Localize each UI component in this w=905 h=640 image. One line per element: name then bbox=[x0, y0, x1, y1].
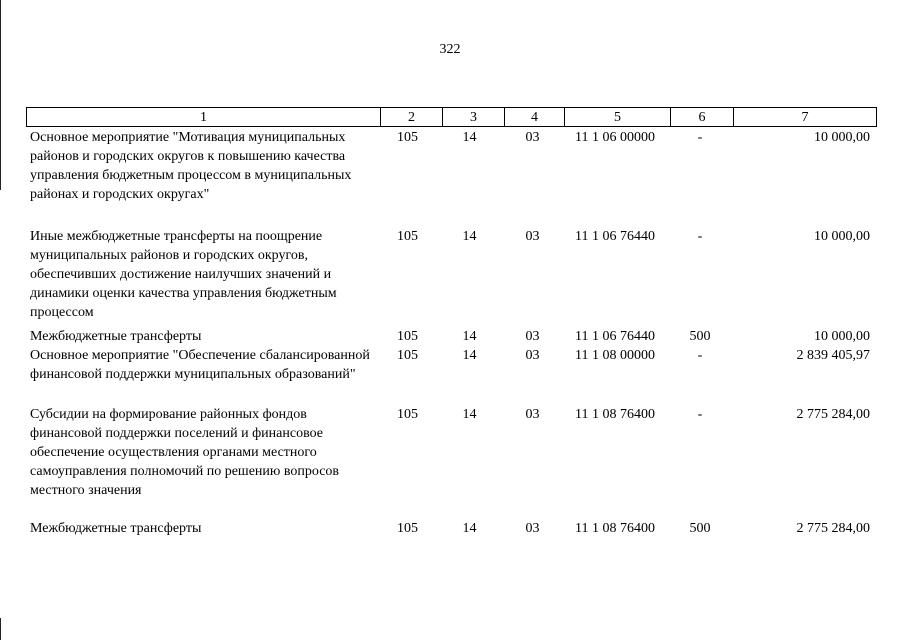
row-section: 14 bbox=[462, 407, 477, 422]
table-row bbox=[0, 519, 905, 536]
row-name: Иные межбюджетные трансферты на поощрение муниципальных районов и городских округов, обеспечивших достижение наилучших значений и динамики оценки качества управления бюджетным процессом bbox=[30, 229, 337, 320]
row-expense-type: - bbox=[697, 130, 703, 145]
column-header-4: 4 bbox=[505, 108, 565, 127]
left-margin-rule-bottom bbox=[0, 618, 1, 640]
row-admin-code: 105 bbox=[397, 229, 418, 244]
row-admin-code: 105 bbox=[397, 348, 418, 363]
row-admin-code: 105 bbox=[397, 521, 418, 536]
row-subsection: 03 bbox=[525, 407, 540, 422]
column-header-3: 3 bbox=[443, 108, 505, 127]
row-name: Основное мероприятие "Мотивация муниципальных районов и городских округов к повышению качества управления бюджетным процессом в муниципальных районах и городских округах" bbox=[30, 130, 352, 202]
page-number: 322 bbox=[439, 42, 461, 57]
row-expense-type: 500 bbox=[689, 329, 711, 344]
column-header-5: 5 bbox=[565, 108, 671, 127]
row-expense-type: - bbox=[697, 348, 703, 363]
row-amount: 2 839 405,97 bbox=[796, 348, 870, 363]
row-name: Межбюджетные трансферты bbox=[30, 329, 202, 344]
row-amount: 2 775 284,00 bbox=[796, 407, 870, 422]
column-header-2: 2 bbox=[381, 108, 443, 127]
row-target-code: 11 1 08 00000 bbox=[575, 348, 655, 363]
row-target-code: 11 1 06 76440 bbox=[575, 229, 655, 244]
left-margin-rule bbox=[0, 0, 1, 190]
row-amount: 10 000,00 bbox=[814, 130, 870, 145]
column-header-row bbox=[27, 108, 877, 127]
row-amount: 10 000,00 bbox=[814, 329, 870, 344]
row-expense-type: 500 bbox=[689, 521, 711, 536]
row-name: Основное мероприятие "Обеспечение сбалансированной финансовой поддержки муниципальных образований" bbox=[30, 348, 370, 382]
row-expense-type: - bbox=[697, 407, 703, 422]
row-section: 14 bbox=[462, 521, 477, 536]
row-amount: 10 000,00 bbox=[814, 229, 870, 244]
table-row bbox=[0, 128, 905, 202]
table-row bbox=[0, 227, 905, 320]
column-header-7: 7 bbox=[734, 108, 877, 127]
row-subsection: 03 bbox=[525, 229, 540, 244]
row-admin-code: 105 bbox=[397, 407, 418, 422]
table-row bbox=[0, 405, 905, 498]
row-section: 14 bbox=[462, 229, 477, 244]
row-subsection: 03 bbox=[525, 130, 540, 145]
column-header-1: 1 bbox=[27, 108, 381, 127]
row-admin-code: 105 bbox=[397, 329, 418, 344]
row-target-code: 11 1 08 76400 bbox=[575, 521, 655, 536]
row-admin-code: 105 bbox=[397, 130, 418, 145]
column-header-6: 6 bbox=[671, 108, 734, 127]
row-amount: 2 775 284,00 bbox=[796, 521, 870, 536]
row-expense-type: - bbox=[697, 229, 703, 244]
row-subsection: 03 bbox=[525, 521, 540, 536]
table-row bbox=[0, 327, 905, 344]
row-section: 14 bbox=[462, 130, 477, 145]
row-name: Межбюджетные трансферты bbox=[30, 521, 202, 536]
row-name: Субсидии на формирование районных фондов финансовой поддержки поселений и финансовое обеспечение осуществления органами местного самоуправления полномочий по решению вопросов местного значения bbox=[30, 407, 340, 498]
row-target-code: 11 1 06 76440 bbox=[575, 329, 655, 344]
row-target-code: 11 1 08 76400 bbox=[575, 407, 655, 422]
column-header-table bbox=[26, 107, 877, 127]
row-subsection: 03 bbox=[525, 329, 540, 344]
row-section: 14 bbox=[462, 329, 477, 344]
row-target-code: 11 1 06 00000 bbox=[575, 130, 655, 145]
row-subsection: 03 bbox=[525, 348, 540, 363]
row-section: 14 bbox=[462, 348, 477, 363]
table-row bbox=[0, 346, 905, 382]
